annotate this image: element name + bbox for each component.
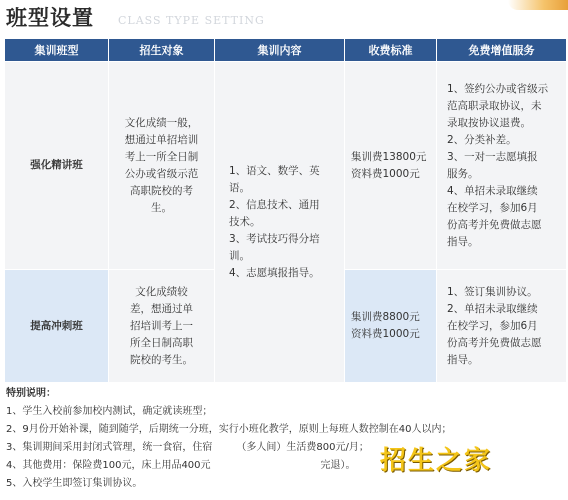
fee-line: 资料费1000元 xyxy=(351,328,420,340)
content-line: 训。 xyxy=(229,249,250,262)
note-item: 2、9月份开始补课，随到随学，后期统一分班，实行小班化教学，原则上每班人数控制在40人以内； xyxy=(6,424,452,435)
column-header-content: 集训内容 xyxy=(215,39,345,62)
target-line: 生。 xyxy=(151,201,172,214)
target-line: 文化成绩一般， xyxy=(124,116,199,129)
target-line: 招培训考上一 xyxy=(130,319,193,332)
service-line: 4、单招未录取继续 xyxy=(447,184,538,197)
service-line: 范高职录取协议，未 xyxy=(447,99,542,112)
note-item: 1、学生入校前参加校内测试，确定就读班型； xyxy=(6,406,213,417)
service-line: 1、签订集训协议。 xyxy=(447,285,538,298)
table-row xyxy=(5,62,567,270)
content-cell xyxy=(215,62,345,383)
fee-cell xyxy=(345,62,437,270)
service-line: 录取按协议退费。 xyxy=(447,116,531,129)
header xyxy=(0,0,568,36)
note-fragment: （多人间） xyxy=(236,442,287,453)
column-header-service: 免费增值服务 xyxy=(437,39,567,62)
class-type-cell: 强化精讲班 xyxy=(5,62,109,270)
service-line: 指导。 xyxy=(447,235,479,248)
decorative-corner xyxy=(508,0,568,10)
target-line: 公办或省级示范 xyxy=(124,167,199,180)
target-line: 考上一所全日制 xyxy=(124,150,199,163)
note-text: 4、其他费用：保险费100元，床上用品400元 xyxy=(6,460,211,471)
special-notes xyxy=(6,385,564,493)
service-cell xyxy=(437,62,567,270)
service-line: 2、分类补差。 xyxy=(447,133,517,146)
service-line: 指导。 xyxy=(447,353,479,366)
table-header-row xyxy=(5,39,567,62)
target-line: 想通过单招培训 xyxy=(124,133,199,146)
watermark-logo: 招生之家 xyxy=(380,446,493,476)
notes-heading: 特别说明： xyxy=(6,388,56,399)
content-line: 技术。 xyxy=(229,215,261,228)
service-line: 在校学习，参加6月 xyxy=(447,201,538,214)
service-cell xyxy=(437,270,567,383)
content-line: 2、信息技术、通用 xyxy=(229,198,320,211)
service-line: 1、签约公办或省级示 xyxy=(447,82,549,95)
page-title: 班型设置 xyxy=(6,6,94,30)
column-header-fee: 收费标准 xyxy=(345,39,437,62)
service-line: 份高考并免费做志愿 xyxy=(447,336,542,349)
fee-cell xyxy=(345,270,437,383)
fee-line: 资料费1000元 xyxy=(351,167,420,180)
service-line: 2、单招未录取继续 xyxy=(447,302,538,315)
page-subtitle: CLASS TYPE SETTING xyxy=(118,14,265,27)
fee-line: 集训费13800元 xyxy=(351,150,427,163)
target-line: 文化成绩较 xyxy=(135,285,188,298)
target-cell xyxy=(109,62,215,270)
column-header-target: 招生对象 xyxy=(109,39,215,62)
note-fragment: 完退）。 xyxy=(320,460,356,471)
content-line: 3、考试技巧得分培 xyxy=(229,232,320,245)
fee-line: 集训费8800元 xyxy=(351,311,420,323)
content-line: 语。 xyxy=(229,181,250,194)
content-line: 4、志愿填报指导。 xyxy=(229,266,320,279)
target-line: 差，想通过单 xyxy=(130,302,193,315)
note-text: 3、集训期间采用封闭式管理，统一食宿，住宿 xyxy=(6,442,213,453)
service-line: 在校学习，参加6月 xyxy=(447,319,538,332)
note-item: 5、入校学生即签订集训协议。 xyxy=(6,478,143,489)
service-line: 3、一对一志愿填报 xyxy=(447,150,538,163)
target-line: 所全日制高职 xyxy=(130,336,193,349)
note-fragment: 生活费800元/月； xyxy=(286,442,369,453)
class-type-table xyxy=(4,38,567,383)
content-line: 1、语文、数学、英 xyxy=(229,164,320,177)
target-cell xyxy=(109,270,215,383)
target-line: 院校的考生。 xyxy=(130,353,193,366)
service-line: 份高考并免费做志愿 xyxy=(447,218,542,231)
column-header-type: 集训班型 xyxy=(5,39,109,62)
target-line: 高职院校的考 xyxy=(130,184,193,197)
service-line: 服务。 xyxy=(447,167,479,180)
class-type-cell: 提高冲刺班 xyxy=(5,270,109,383)
